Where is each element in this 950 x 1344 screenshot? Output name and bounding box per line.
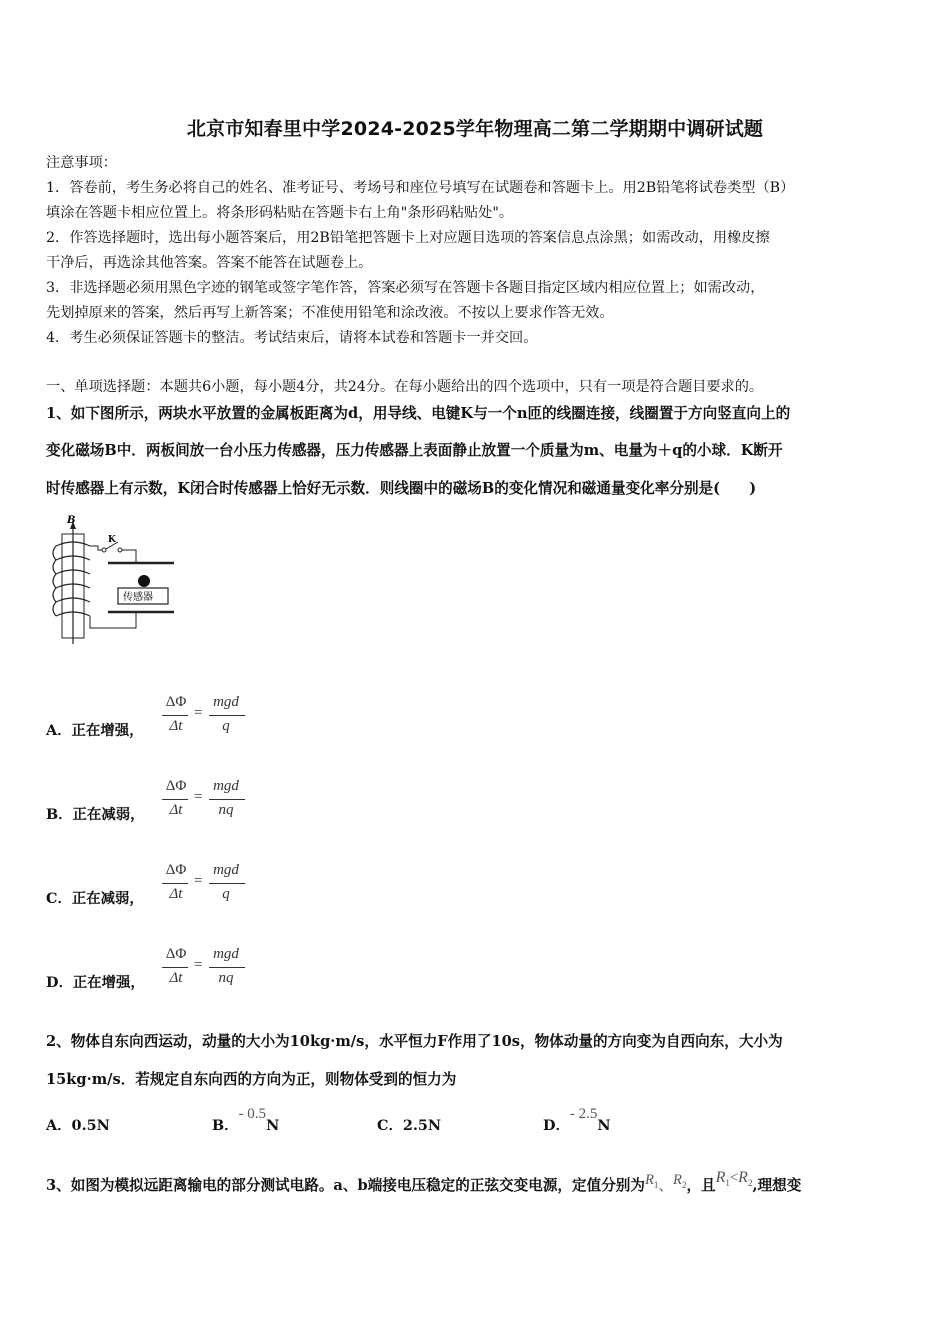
q2-option-b[interactable]: B．- 0.5N: [212, 1106, 280, 1134]
question-2-line: 15kg·m/s．若规定自东向西的方向为正，则物体受到的恒力为: [46, 1071, 457, 1088]
option-b[interactable]: B．正在减弱，: [46, 806, 145, 823]
sensor-label: 传感器: [123, 592, 153, 603]
option-d[interactable]: D．正在增强，: [46, 974, 145, 991]
q2-option-c[interactable]: C．2.5N: [377, 1117, 442, 1134]
q2-option-a[interactable]: A．0.5N: [46, 1117, 110, 1134]
question-3-line: 3、如图为模拟远距离输电的部分测试电路。a、b端接电压稳定的正弦交变电源，定值分别为$R_1$、$R_2$，且$R_1<R_2$,理想变: [46, 1169, 802, 1194]
field-label: B: [67, 515, 76, 526]
question-1-line: 变化磁场B中．两板间放一台小压力传感器，压力传感器上表面静止放置一个质量为m、电量为＋q的小球．K断开: [46, 442, 783, 459]
top-plate-wire: [122, 550, 136, 562]
page-title: 北京市知春里中学2024-2025学年物理高二第二学期期中调研试题: [186, 118, 764, 140]
section-heading: 一、单项选择题：本题共6小题，每小题4分，共24分。在每小题给出的四个选项中，只有一项是符合题目要求的。: [46, 379, 764, 395]
charged-ball: [138, 575, 150, 587]
question-1-line: 时传感器上有示数，K闭合时传感器上恰好无示数．则线圈中的磁场B的变化情况和磁通量变化率分别是( ): [46, 480, 757, 497]
denominator: nq: [218, 802, 234, 818]
notice-line: 先划掉原来的答案，然后再写上新答案；不准使用铅笔和涂改液。不按以上要求作答无效。: [46, 305, 614, 321]
exam-page: 北京市知春里中学2024-2025学年物理高二第二学期期中调研试题 注意事项： 1．答卷前，考生务必将自己的姓名、准考证号、考场号和座位号填写在试题卷和答题卡上。用2B铅笔将试卷类型（B） 填涂在答题卡相应位置上。将条形码粘贴在答题卡右上角"条形码粘贴处"。 2．作答选择题时，选出每小题答案后，用2B铅笔把答题卡上对应题目选项的答案信息点涂黑；如需改动，用橡皮擦 干净后，再选涂其他答案。答案不能答在试题卷上。 3．非选择题必须用黑色字迹的钢笔或签字笔作答，答案必须写在答题卡各题目指定区域内相应位置上；如需改动， 先划掉原来的答案，然后再写上新答案；不准使用铅笔和涂改液。不按以上要求作答无效。 4．考生必须保证答题卡的整洁。考试结束后，请将本试卷和答题卡一并交回。 一、单项选择题：本题共6小题，每小题4分，共24分。在每小题给出的四个选项中，只有一项是符合题目要求的。 1、如下图所示，两块水平放置的金属板距离为d，用导线、电键K与一个n匝的线圈连接，线圈置于方向竖直向上的 变化磁场B中．两板间放一台小压力传感器，压力传感器上表面静止放置一个质量为m、电量为＋q的小球．K断开 时传感器上有示数，K闭合时传感器上恰好无示数．则线圈中的磁场B的变化情况和磁通量变化率分别是( ) B K 传感器 A．正在增强， ΔΦ Δt = mgd q B．正在减弱， ΔΦ Δt = mgd nq C．正在减弱， ΔΦ Δt = mgd q D．正在增强， ΔΦ Δt = mgd nq 2、物体自东向西运动，动量的大小为10kg·m/s，水平恒力F作用了10s，物体动量的方向变为自西向东，大小为 15kg·m/s．若规定自东向西的方向为正，则物体受到的恒力为 A．0.5N B．- 0.5N C．2.5N D．- 2.5N 3、如图为模拟远距离输电的部分测试电路。a、b端接电压稳定的正弦交变电源，定值分别为$R_1$、$R_2$，且$R_1<R_2$,理想变: [0, 0, 950, 1344]
denominator: q: [222, 718, 230, 734]
numerator: mgd: [213, 694, 239, 710]
option-a[interactable]: A．正在增强，: [46, 722, 144, 739]
switch-label: K: [108, 535, 116, 545]
notice-line: 4．考生必须保证答题卡的整洁。考试结束后，请将本试卷和答题卡一并交回。: [46, 330, 538, 346]
question-2-line: 2、物体自东向西运动，动量的大小为10kg·m/s，水平恒力F作用了10s，物体动量的方向变为自西向东，大小为: [46, 1033, 783, 1050]
top-wire: [90, 546, 102, 550]
q2-option-d[interactable]: D．- 2.5N: [543, 1106, 611, 1134]
numerator: mgd: [213, 778, 239, 794]
numerator: mgd: [213, 946, 239, 962]
question-1-line: 1、如下图所示，两块水平放置的金属板距离为d，用导线、电键K与一个n匝的线圈连接，线圈置于方向竖直向上的: [46, 405, 791, 422]
numerator: mgd: [213, 862, 239, 878]
denominator: nq: [218, 970, 234, 986]
notice-line: 干净后，再选涂其他答案。答案不能答在试题卷上。: [46, 255, 373, 271]
coil-circuit-figure: [46, 512, 186, 652]
notice-heading: 注意事项：: [46, 155, 117, 171]
denominator: q: [222, 886, 230, 902]
bottom-plate-wire: [90, 612, 136, 628]
option-c[interactable]: C．正在减弱，: [46, 890, 144, 907]
notice-line: 1．答卷前，考生务必将自己的姓名、准考证号、考场号和座位号填写在试题卷和答题卡上。用2B铅笔将试卷类型（B）: [46, 180, 795, 196]
notice-line: 2．作答选择题时，选出每小题答案后，用2B铅笔把答题卡上对应题目选项的答案信息点涂黑；如需改动，用橡皮擦: [46, 230, 770, 246]
switch-contact: [102, 548, 106, 552]
switch-contact: [118, 548, 122, 552]
notice-line: 3．非选择题必须用黑色字迹的钢笔或签字笔作答，答案必须写在答题卡各题目指定区域内相应位置上；如需改动，: [46, 280, 765, 296]
notice-line: 填涂在答题卡相应位置上。将条形码粘贴在答题卡右上角"条形码粘贴处"。: [46, 205, 514, 221]
